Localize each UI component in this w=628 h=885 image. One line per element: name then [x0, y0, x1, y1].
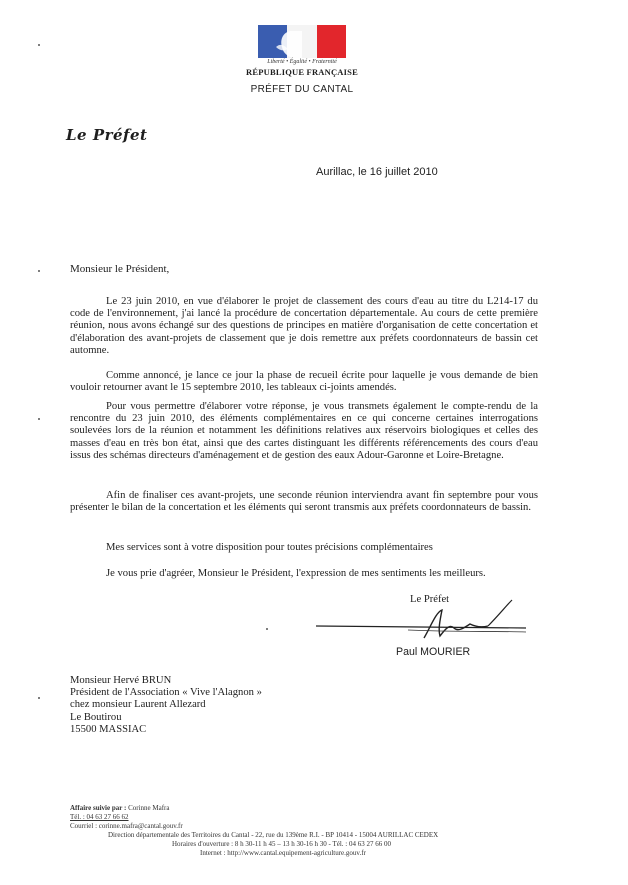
footer-address: Direction départementale des Territoires du Cantal - 22, rue du 139ème R.I. - BP 10414 - 15004 AURILLAC CEDEX — [108, 831, 439, 839]
republic-flag-logo — [258, 25, 346, 58]
paragraph-5 — [70, 542, 538, 554]
recipient-line: Président de l'Association « Vive l'Alagnon » — [70, 687, 262, 699]
followed-name: Corinne Mafra — [128, 804, 170, 812]
republic-title: RÉPUBLIQUE FRANÇAISE — [246, 67, 358, 77]
paragraph-1-text: Le 23 juin 2010, en vue d'élaborer le projet de classement des cours d'eau au titre du L214-17 du code de l'environnement, j'ai lancé la procédure de concertation départementale. Au cours de cette première réunion, nous avons échangé sur des questions de principes en matière d'organisation de cette concertation et d'élaboration des avant-projets de classement que je dois remettre aux préfets coordonnateurs de bassin cet automne. — [70, 296, 538, 356]
paragraph-2 — [70, 370, 538, 394]
salutation: Monsieur le Président, — [70, 263, 170, 275]
paragraph-1 — [70, 296, 538, 357]
paragraph-2-text: Comme annoncé, je lance ce jour la phase de recueil écrite pour laquelle je vous demande de bien vouloir retourner avant le 15 septembre 2010, les tableaux ci-joints amendés. — [70, 370, 538, 394]
issuer-title: PRÉFET DU CANTAL — [250, 84, 354, 95]
recipient-line: Monsieur Hervé BRUN — [70, 675, 172, 686]
paragraph-6-text: Je vous prie d'agréer, Monsieur le Président, l'expression de mes sentiments les meilleurs. — [106, 568, 486, 579]
scan-mark — [266, 628, 268, 630]
flag-blue-band — [258, 25, 287, 58]
footer-hours: Horaires d'ouverture : 8 h 30-11 h 45 – 13 h 30-16 h 30 - Tél. : 04 63 27 66 00 — [172, 840, 392, 848]
recipient-line: Le Boutirou — [70, 711, 122, 723]
footer-email: Courriel : corinne.mafra@cantal.gouv.fr — [70, 822, 183, 830]
marianne-profile-icon — [272, 27, 302, 60]
paragraph-5-text: Mes services sont à votre disposition pour toutes précisions complémentaires — [106, 542, 433, 553]
republic-motto: Liberté • Égalité • Fraternité — [267, 59, 337, 65]
followed-by — [70, 804, 169, 813]
handwritten-signature — [312, 598, 532, 646]
recipient-address — [70, 675, 262, 736]
paragraph-4-text: Afin de finaliser ces avant-projets, une seconde réunion interviendra avant fin septembre pour vous présenter le bilan de la concertation et les éléments qui seront transmis aux préfets coordonnateurs de bassin. — [70, 490, 538, 514]
scan-mark — [38, 270, 40, 272]
footer-website: Internet : http://www.cantal.equipement-agriculture.gouv.fr — [200, 849, 366, 857]
paragraph-4 — [70, 490, 538, 514]
scan-mark — [38, 697, 40, 699]
sender-title: Le Préfet — [66, 126, 148, 144]
followed-label: Affaire suivie par : — [70, 804, 127, 812]
paragraph-6 — [70, 568, 538, 580]
paragraph-3 — [70, 401, 538, 462]
scan-mark — [38, 44, 40, 46]
date-line: Aurillac, le 16 juillet 2010 — [316, 166, 438, 178]
flag-red-band — [317, 25, 346, 58]
paragraph-3-text: Pour vous permettre d'élaborer votre réponse, je vous transmets également le compte-rendu de la rencontre du 23 juin 2010, des éléments complémentaires en ce qui concerne certaines interrogations soulevées lors de la réunion et notamment les définitions relatives aux réservoirs biologiques et celles des masses d'eau en très bon état, ainsi que des cartes distinguant les différents référencements des cours d'eau issus des schémas directeurs d'aménagement et de gestion des eaux Adour-Garonne et Loire-Bretagne. — [70, 401, 538, 461]
signatory-name: Paul MOURIER — [396, 646, 471, 658]
scan-mark — [38, 418, 40, 420]
footer-phone: Tél. : 04 63 27 66 62 — [70, 813, 129, 821]
recipient-line: 15500 MASSIAC — [70, 723, 147, 735]
closing-title: Le Préfet — [410, 594, 450, 605]
recipient-line: chez monsieur Laurent Allezard — [70, 699, 206, 711]
